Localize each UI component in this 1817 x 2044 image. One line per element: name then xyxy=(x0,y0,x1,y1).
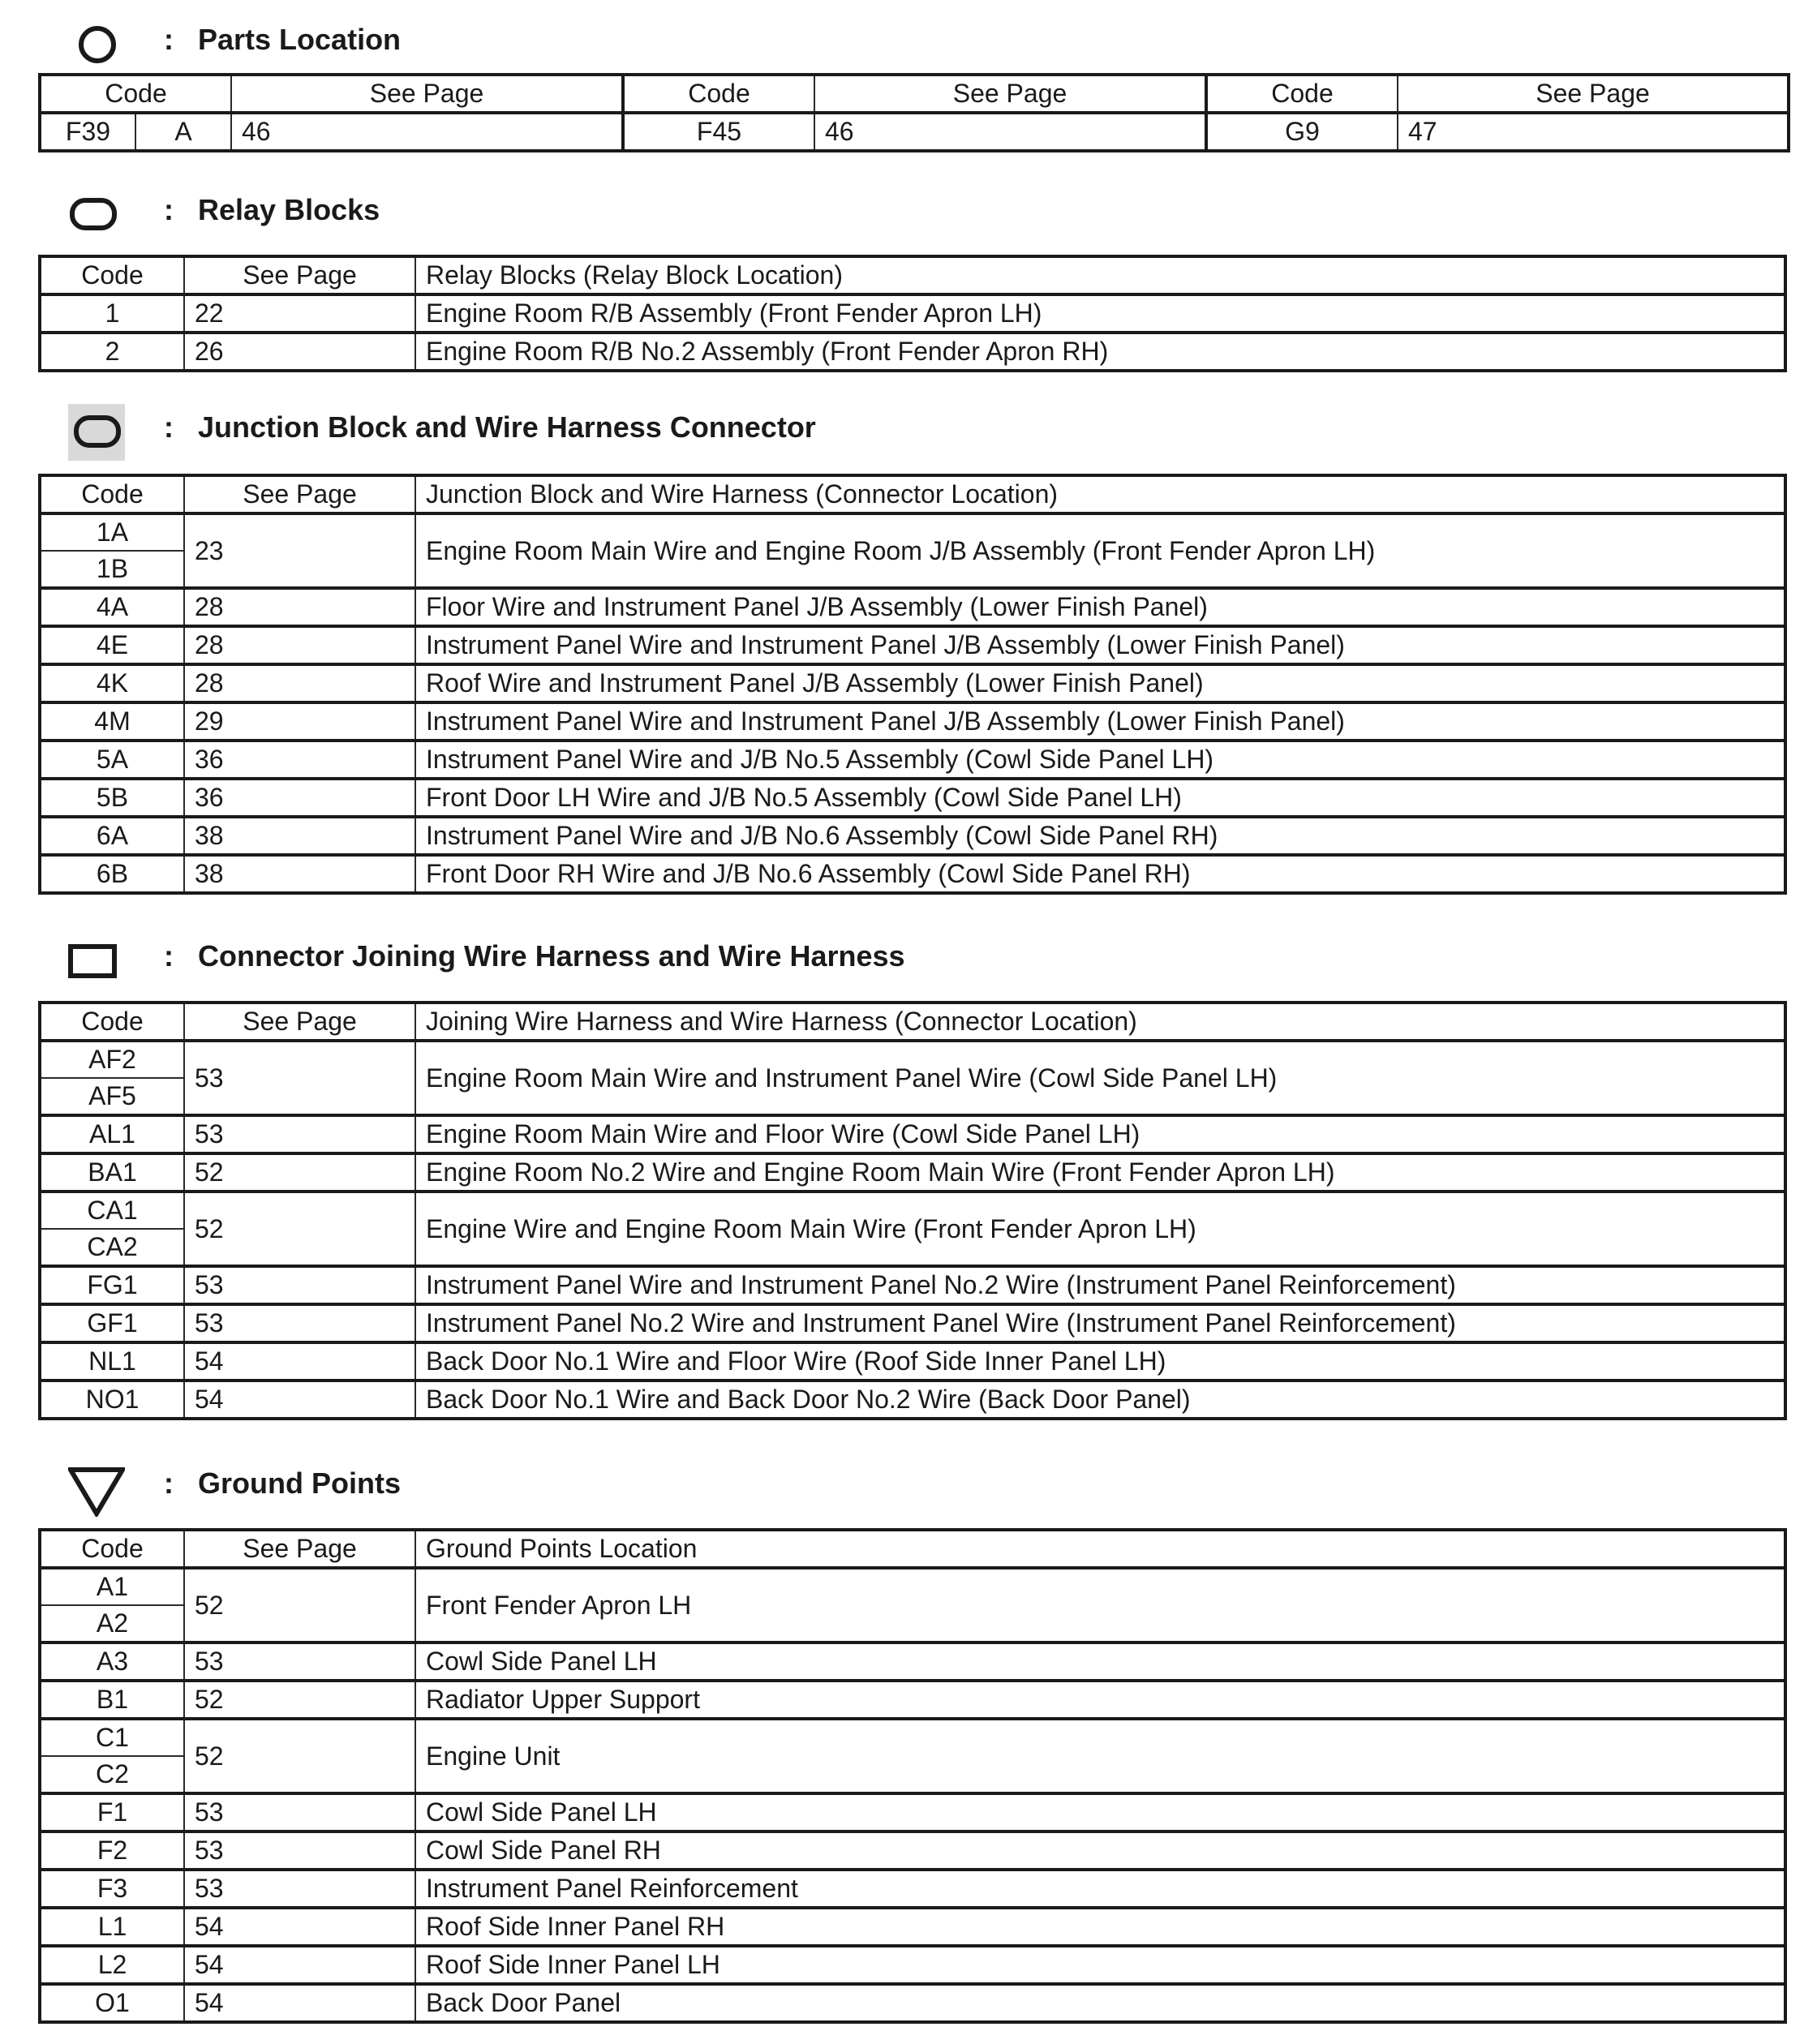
code-cell: 2 xyxy=(40,333,184,371)
col-header-code: Code xyxy=(623,75,814,113)
page-cell: 52 xyxy=(184,1568,415,1642)
col-header-location: Ground Points Location xyxy=(415,1530,1785,1568)
code-cell: AF2 xyxy=(40,1041,184,1078)
location-cell: Engine Room Main Wire and Engine Room J/B Assembly (Front Fender Apron LH) xyxy=(415,513,1785,588)
page-cell: 53 xyxy=(184,1793,415,1831)
page-cell: 53 xyxy=(184,1870,415,1908)
page-cell: 22 xyxy=(184,294,415,333)
code-cell: 6B xyxy=(40,855,184,893)
code-cell: FG1 xyxy=(40,1266,184,1304)
heading-colon: : xyxy=(164,939,174,973)
sub-code-cell: A xyxy=(135,113,231,151)
location-cell: Cowl Side Panel LH xyxy=(415,1793,1785,1831)
col-header-code: Code xyxy=(40,1530,184,1568)
page-cell: 54 xyxy=(184,1984,415,2022)
table-row xyxy=(40,1793,1785,1831)
location-cell: Back Door No.1 Wire and Floor Wire (Roof Side Inner Panel LH) xyxy=(415,1342,1785,1381)
table-row xyxy=(40,1719,1785,1756)
table-row xyxy=(40,1908,1785,1946)
page-cell: 53 xyxy=(184,1115,415,1153)
parts-location-table xyxy=(38,73,1790,152)
table-row xyxy=(40,333,1785,371)
table-header-row xyxy=(40,256,1785,294)
page-cell: 52 xyxy=(184,1719,415,1793)
page-cell: 28 xyxy=(184,588,415,626)
location-cell: Engine Room Main Wire and Instrument Panel Wire (Cowl Side Panel LH) xyxy=(415,1041,1785,1115)
table-row xyxy=(40,1266,1785,1304)
table-header-row xyxy=(40,1530,1785,1568)
location-cell: Instrument Panel Wire and Instrument Panel J/B Assembly (Lower Finish Panel) xyxy=(415,702,1785,741)
table-row xyxy=(40,1041,1785,1078)
page-cell: 36 xyxy=(184,741,415,779)
table-row xyxy=(40,588,1785,626)
table-row xyxy=(40,1192,1785,1229)
col-header-see-page: See Page xyxy=(231,75,623,113)
table-row xyxy=(40,664,1785,702)
location-cell: Engine Room Main Wire and Floor Wire (Cowl Side Panel LH) xyxy=(415,1115,1785,1153)
table-row xyxy=(40,741,1785,779)
code-cell: A3 xyxy=(40,1642,184,1681)
code-cell: 1B xyxy=(40,551,184,588)
code-cell: 4M xyxy=(40,702,184,741)
code-cell: F3 xyxy=(40,1870,184,1908)
code-cell: 1 xyxy=(40,294,184,333)
code-cell: G9 xyxy=(1206,113,1398,151)
page-cell: 47 xyxy=(1398,113,1789,151)
location-cell: Engine Room No.2 Wire and Engine Room Main Wire (Front Fender Apron LH) xyxy=(415,1153,1785,1192)
location-cell: Roof Side Inner Panel RH xyxy=(415,1908,1785,1946)
table-row xyxy=(40,1946,1785,1984)
table-row xyxy=(40,294,1785,333)
location-cell: Instrument Panel Wire and J/B No.6 Assembly (Cowl Side Panel RH) xyxy=(415,817,1785,855)
col-header-see-page: See Page xyxy=(184,1530,415,1568)
code-cell: F39 xyxy=(40,113,135,151)
location-cell: Front Door RH Wire and J/B No.6 Assembly (Cowl Side Panel RH) xyxy=(415,855,1785,893)
code-cell: NL1 xyxy=(40,1342,184,1381)
location-cell: Engine Room R/B Assembly (Front Fender Apron LH) xyxy=(415,294,1785,333)
location-cell: Cowl Side Panel RH xyxy=(415,1831,1785,1870)
col-header-code: Code xyxy=(1206,75,1398,113)
relay-blocks-table xyxy=(38,255,1787,372)
code-cell: 4E xyxy=(40,626,184,664)
code-cell: CA2 xyxy=(40,1229,184,1266)
page-cell: 54 xyxy=(184,1381,415,1419)
col-header-see-page: See Page xyxy=(1398,75,1789,113)
page-cell: 46 xyxy=(814,113,1206,151)
heading-colon: : xyxy=(164,193,174,226)
section-title: Junction Block and Wire Harness Connector xyxy=(198,410,816,444)
code-cell: F45 xyxy=(623,113,814,151)
col-header-location: Joining Wire Harness and Wire Harness (Connector Location) xyxy=(415,1003,1785,1041)
col-header-location: Relay Blocks (Relay Block Location) xyxy=(415,256,1785,294)
section-title: Parts Location xyxy=(198,23,402,56)
page-cell: 29 xyxy=(184,702,415,741)
table-row xyxy=(40,779,1785,817)
code-cell: B1 xyxy=(40,1681,184,1719)
code-cell: 1A xyxy=(40,513,184,551)
ground-points-table xyxy=(38,1528,1787,2024)
heading-colon: : xyxy=(164,410,174,444)
location-cell: Roof Side Inner Panel LH xyxy=(415,1946,1785,1984)
page-cell: 53 xyxy=(184,1831,415,1870)
page-cell: 54 xyxy=(184,1908,415,1946)
table-row xyxy=(40,1153,1785,1192)
table-row xyxy=(40,1568,1785,1605)
location-cell: Back Door Panel xyxy=(415,1984,1785,2022)
page-cell: 52 xyxy=(184,1153,415,1192)
col-header-see-page: See Page xyxy=(814,75,1206,113)
location-cell: Engine Wire and Engine Room Main Wire (Front Fender Apron LH) xyxy=(415,1192,1785,1266)
page-cell: 38 xyxy=(184,817,415,855)
code-cell: 4K xyxy=(40,664,184,702)
page-cell: 26 xyxy=(184,333,415,371)
code-cell: CA1 xyxy=(40,1192,184,1229)
code-cell: O1 xyxy=(40,1984,184,2022)
table-row xyxy=(40,1984,1785,2022)
code-cell: 5B xyxy=(40,779,184,817)
location-cell: Instrument Panel Wire and Instrument Panel J/B Assembly (Lower Finish Panel) xyxy=(415,626,1785,664)
table-row xyxy=(40,626,1785,664)
code-cell: A1 xyxy=(40,1568,184,1605)
section-title: Ground Points xyxy=(198,1466,401,1500)
col-header-code: Code xyxy=(40,75,231,113)
table-row xyxy=(40,513,1785,551)
rectangle-icon xyxy=(68,933,125,990)
location-cell: Engine Room R/B No.2 Assembly (Front Fender Apron RH) xyxy=(415,333,1785,371)
col-header-code: Code xyxy=(40,1003,184,1041)
table-header-row xyxy=(40,75,1789,113)
code-cell: F1 xyxy=(40,1793,184,1831)
page-cell: 38 xyxy=(184,855,415,893)
section-title: Connector Joining Wire Harness and Wire Harness xyxy=(198,939,905,973)
code-cell: F2 xyxy=(40,1831,184,1870)
col-header-code: Code xyxy=(40,475,184,513)
table-row xyxy=(40,1642,1785,1681)
table-header-row xyxy=(40,1003,1785,1041)
location-cell: Cowl Side Panel LH xyxy=(415,1642,1785,1681)
location-cell: Back Door No.1 Wire and Back Door No.2 Wire (Back Door Panel) xyxy=(415,1381,1785,1419)
col-header-location: Junction Block and Wire Harness (Connector Location) xyxy=(415,475,1785,513)
table-row xyxy=(40,1870,1785,1908)
page-cell: 52 xyxy=(184,1681,415,1719)
code-cell: L2 xyxy=(40,1946,184,1984)
page-cell: 23 xyxy=(184,513,415,588)
location-cell: Floor Wire and Instrument Panel J/B Assembly (Lower Finish Panel) xyxy=(415,588,1785,626)
col-header-see-page: See Page xyxy=(184,256,415,294)
page-cell: 53 xyxy=(184,1041,415,1115)
table-row xyxy=(40,113,1789,151)
table-row xyxy=(40,1304,1785,1342)
location-cell: Roof Wire and Instrument Panel J/B Assembly (Lower Finish Panel) xyxy=(415,664,1785,702)
section-title: Relay Blocks xyxy=(198,193,380,226)
shaded-rounded-rect-icon xyxy=(68,404,125,461)
table-row xyxy=(40,1342,1785,1381)
table-row xyxy=(40,1681,1785,1719)
location-cell: Instrument Panel Wire and J/B No.5 Assembly (Cowl Side Panel LH) xyxy=(415,741,1785,779)
code-cell: AF5 xyxy=(40,1078,184,1115)
col-header-see-page: See Page xyxy=(184,1003,415,1041)
table-header-row xyxy=(40,475,1785,513)
page-cell: 53 xyxy=(184,1266,415,1304)
code-cell: 5A xyxy=(40,741,184,779)
page-cell: 28 xyxy=(184,664,415,702)
connector-table xyxy=(38,1001,1787,1420)
table-row xyxy=(40,855,1785,893)
code-cell: 6A xyxy=(40,817,184,855)
location-cell: Instrument Panel No.2 Wire and Instrument Panel Wire (Instrument Panel Reinforcement) xyxy=(415,1304,1785,1342)
location-cell: Instrument Panel Reinforcement xyxy=(415,1870,1785,1908)
code-cell: C2 xyxy=(40,1756,184,1793)
location-cell: Instrument Panel Wire and Instrument Panel No.2 Wire (Instrument Panel Reinforcement) xyxy=(415,1266,1785,1304)
junction-block-table xyxy=(38,474,1787,895)
location-cell: Front Fender Apron LH xyxy=(415,1568,1785,1642)
table-row xyxy=(40,1381,1785,1419)
col-header-code: Code xyxy=(40,256,184,294)
table-row xyxy=(40,817,1785,855)
code-cell: L1 xyxy=(40,1908,184,1946)
page-cell: 52 xyxy=(184,1192,415,1266)
code-cell: 4A xyxy=(40,588,184,626)
rounded-rect-icon xyxy=(68,187,125,243)
location-cell: Radiator Upper Support xyxy=(415,1681,1785,1719)
table-row xyxy=(40,702,1785,741)
page-cell: 28 xyxy=(184,626,415,664)
page-cell: 54 xyxy=(184,1946,415,1984)
page-cell: 46 xyxy=(231,113,623,151)
page-cell: 36 xyxy=(184,779,415,817)
triangle-down-icon xyxy=(68,1460,125,1517)
table-row xyxy=(40,1831,1785,1870)
code-cell: GF1 xyxy=(40,1304,184,1342)
page-cell: 53 xyxy=(184,1642,415,1681)
circle-icon xyxy=(68,16,125,73)
code-cell: NO1 xyxy=(40,1381,184,1419)
code-cell: BA1 xyxy=(40,1153,184,1192)
code-cell: C1 xyxy=(40,1719,184,1756)
location-cell: Engine Unit xyxy=(415,1719,1785,1793)
col-header-see-page: See Page xyxy=(184,475,415,513)
code-cell: AL1 xyxy=(40,1115,184,1153)
code-cell: A2 xyxy=(40,1605,184,1642)
location-cell: Front Door LH Wire and J/B No.5 Assembly (Cowl Side Panel LH) xyxy=(415,779,1785,817)
page-cell: 53 xyxy=(184,1304,415,1342)
heading-colon: : xyxy=(164,1466,174,1500)
heading-colon: : xyxy=(164,23,174,56)
page-cell: 54 xyxy=(184,1342,415,1381)
table-row xyxy=(40,1115,1785,1153)
